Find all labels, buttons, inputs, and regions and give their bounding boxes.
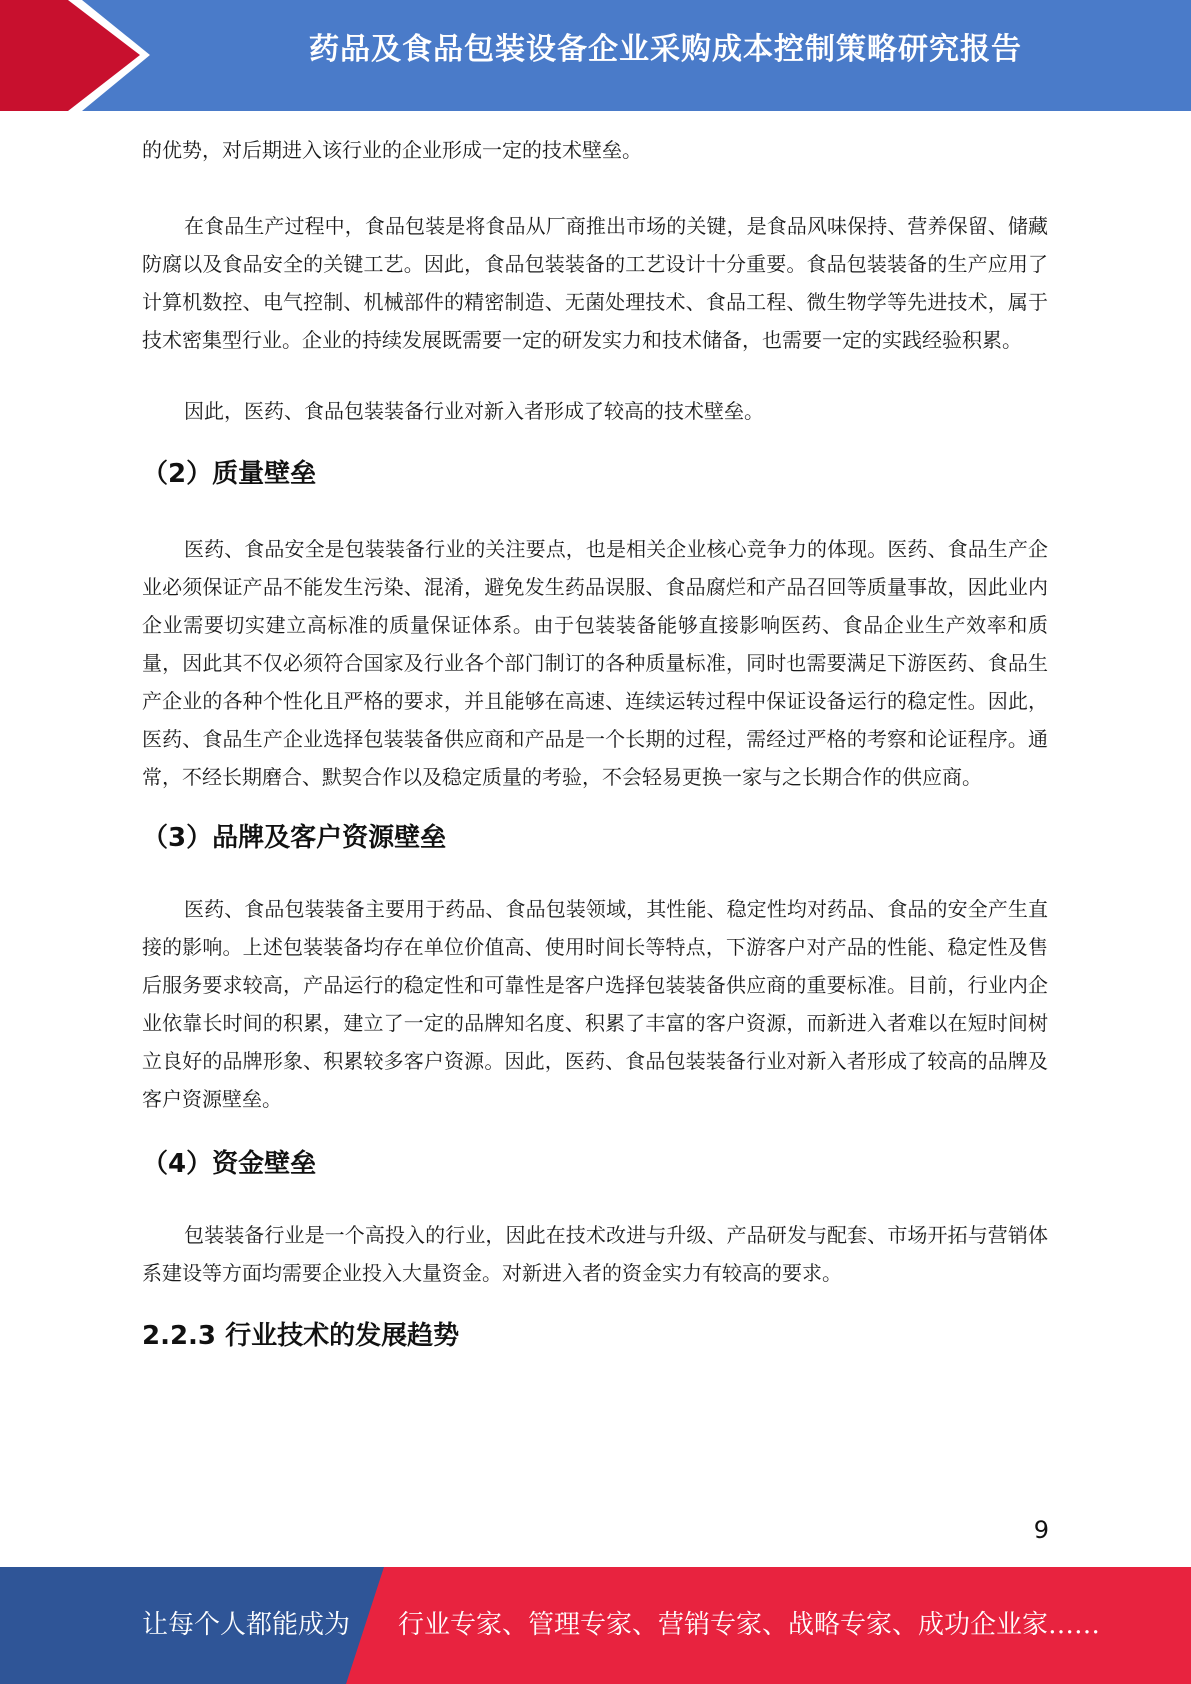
paragraph: 医药、食品包装装备主要用于药品、食品包装领域，其性能、稳定性均对药品、食品的安全产生直接的影响。上述包装装备均存在单位价值高、使用时间长等特点，下游客户对产品的性能、稳定性及售后服务要求较高，产品运行的稳定性和可靠性是客户选择包装装备供应商的重要标准。目前，行业内企业依靠长时间的积累，建立了一定的品牌知名度、积累了丰富的客户资源，而新进入者难以在短时间树立良好的品牌形象、积累较多客户资源。因此，医药、食品包装装备行业对新入者形成了较高的品牌及客户资源壁垒。 [142, 897, 1048, 1111]
paragraph: 的优势，对后期进入该行业的企业形成一定的技术壁垒。 [142, 138, 642, 162]
section-heading-capital: （4）资金壁垒 [142, 1149, 317, 1179]
paragraph: 医药、食品安全是包装装备行业的关注要点，也是相关企业核心竞争力的体现。医药、食品生产企业必须保证产品不能发生污染、混淆，避免发生药品误服、食品腐烂和产品召回等质量事故，因此业内企业需要切实建立高标准的质量保证体系。由于包装装备能够直接影响医药、食品企业生产效率和质量，因此其不仅必须符合国家及行业各个部门制订的各种质量标准，同时也需要满足下游医药、食品生产企业的各种个性化且严格的要求，并且能够在高速、连续运转过程中保证设备运行的稳定性。因此，医药、食品生产企业选择包装装备供应商和产品是一个长期的过程，需经过严格的考察和论证程序。通常，不经长期磨合、默契合作以及稳定质量的考验，不会轻易更换一家与之长期合作的供应商。 [142, 537, 1048, 789]
footer-slogan-left: 让每个人都能成为 [142, 1610, 351, 1640]
report-title: 药品及食品包装设备企业采购成本控制策略研究报告 [309, 32, 1022, 67]
header-arrow-decoration [0, 0, 160, 111]
section-heading-tech-trend: 2.2.3 行业技术的发展趋势 [142, 1321, 460, 1351]
paragraph: 在食品生产过程中，食品包装是将食品从厂商推出市场的关键，是食品风味保持、营养保留、储藏防腐以及食品安全的关键工艺。因此，食品包装装备的工艺设计十分重要。食品包装装备的生产应用了计算机数控、电气控制、机械部件的精密制造、无菌处理技术、食品工程、微生物学等先进技术，属于技术密集型行业。企业的持续发展既需要一定的研发实力和技术储备，也需要一定的实践经验积累。 [142, 214, 1048, 352]
section-heading-brand: （3）品牌及客户资源壁垒 [142, 823, 447, 853]
page-footer [0, 1567, 1191, 1684]
paragraph: 因此，医药、食品包装装备行业对新入者形成了较高的技术壁垒。 [184, 399, 764, 423]
footer-slogan-right: 行业专家、管理专家、营销专家、战略专家、成功企业家…… [398, 1610, 1101, 1640]
section-heading-quality: （2）质量壁垒 [142, 459, 317, 489]
document-body [142, 131, 1048, 1355]
paragraph: 包装装备行业是一个高投入的行业，因此在技术改进与升级、产品研发与配套、市场开拓与营销体系建设等方面均需要企业投入大量资金。对新进入者的资金实力有较高的要求。 [142, 1223, 1048, 1285]
page-number: 9 [1033, 1516, 1049, 1544]
page-header [0, 0, 1191, 111]
